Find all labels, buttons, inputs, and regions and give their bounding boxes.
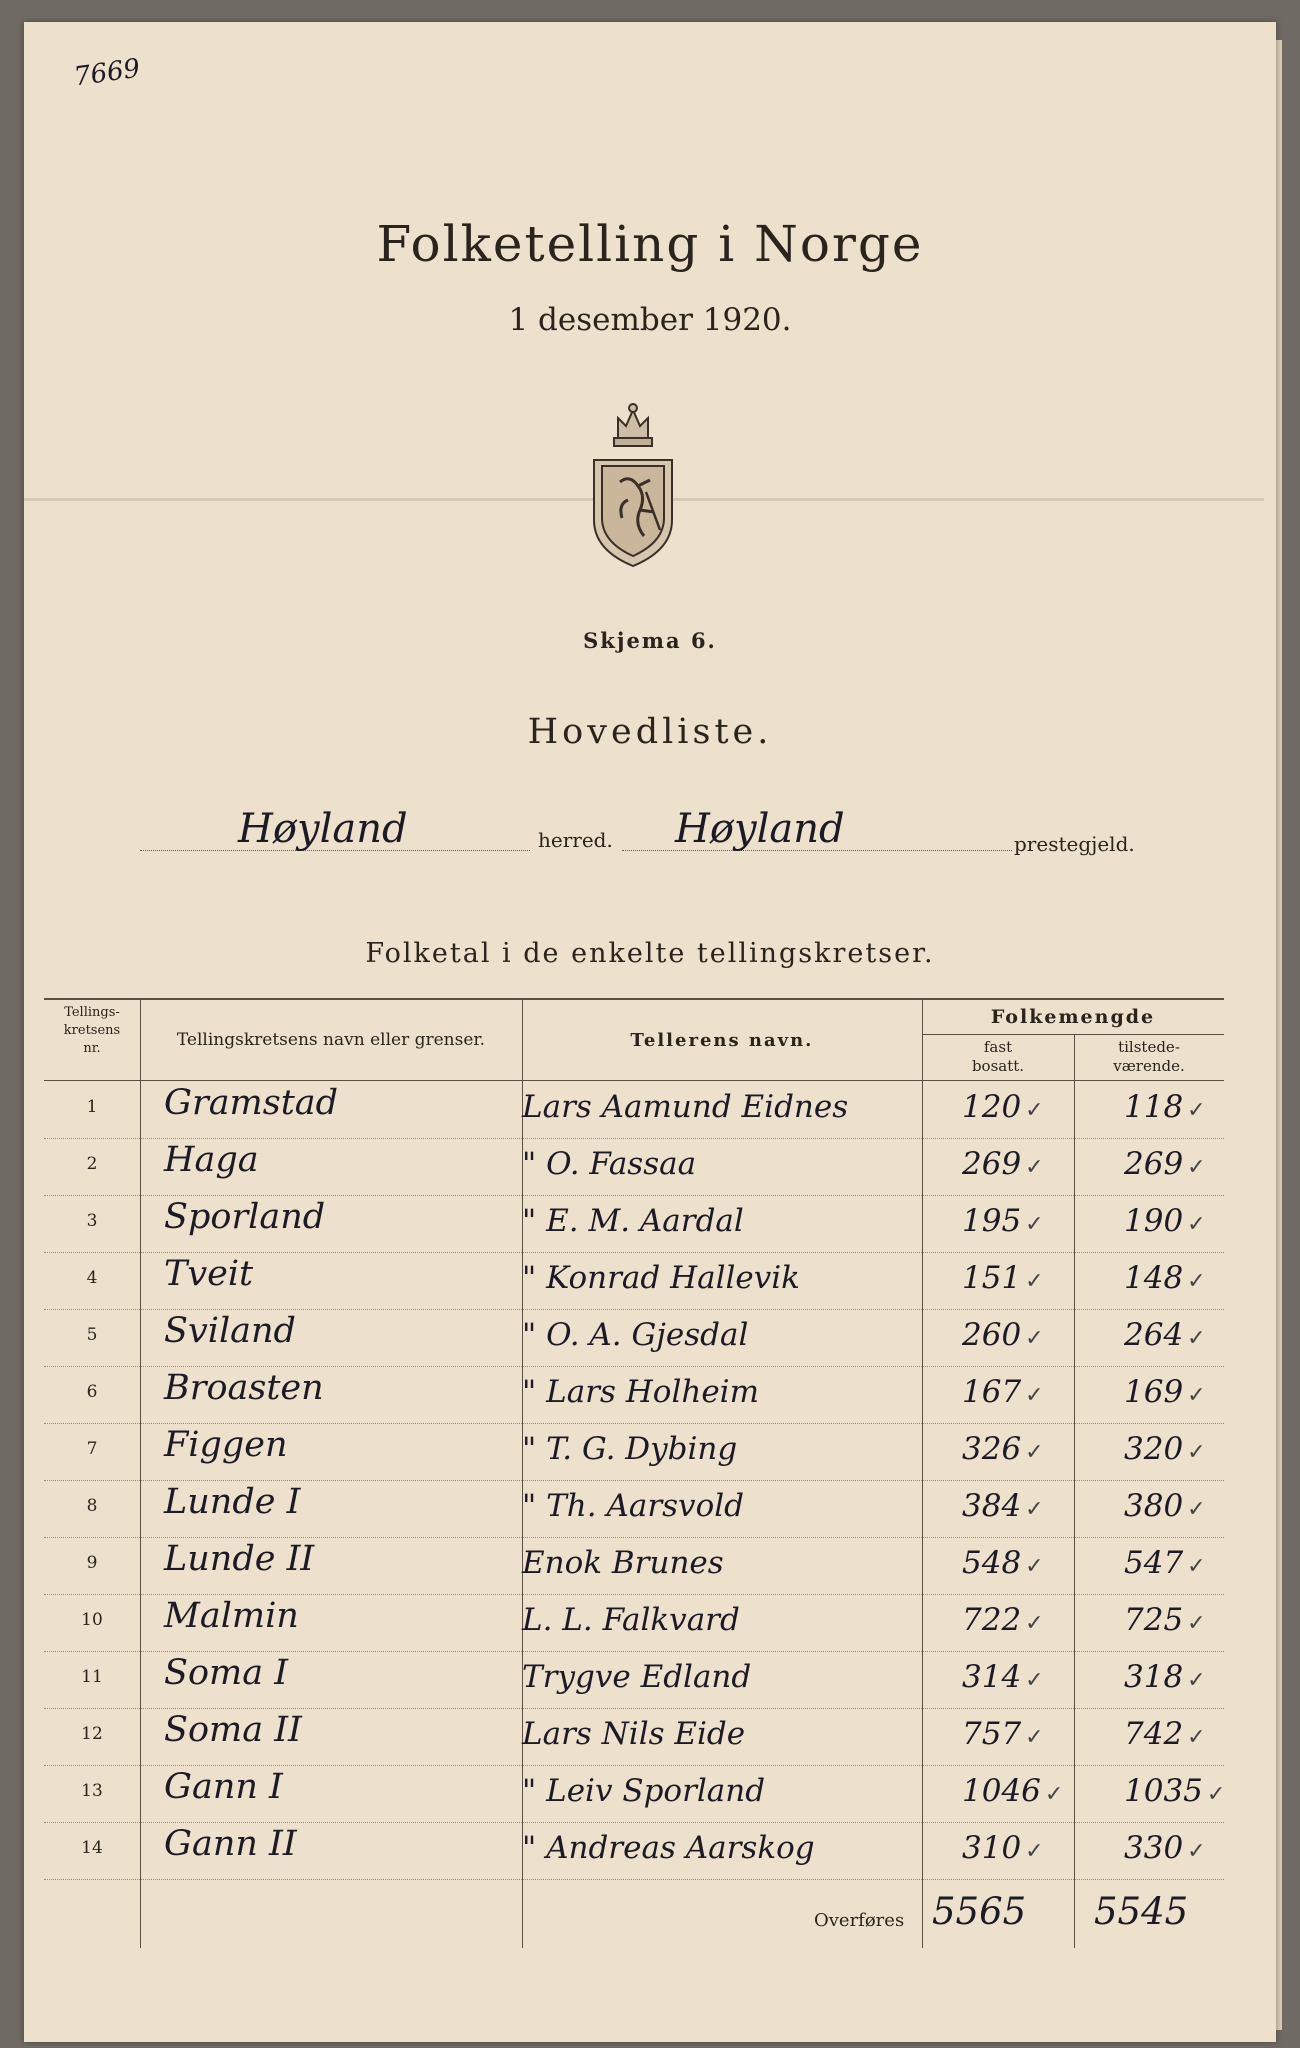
district-name-text: Malmin bbox=[164, 1596, 299, 1636]
row-number-text: 13 bbox=[81, 1781, 103, 1801]
check-mark-icon: ✓ bbox=[1206, 1782, 1226, 1807]
table-row bbox=[44, 1309, 1224, 1367]
header-nr: Tellings- kretsens nr. bbox=[63, 1005, 121, 1056]
count-tilstedevaerende-text: 264 bbox=[1124, 1317, 1184, 1353]
form-number: Skjema 6. bbox=[583, 628, 717, 653]
table-row bbox=[44, 1366, 1224, 1424]
count-fast-bosatt-text: 269 bbox=[962, 1146, 1022, 1182]
district-name bbox=[164, 1083, 338, 1123]
district-name-text: Gann I bbox=[164, 1767, 283, 1807]
header-fast-bosatt: fast bosatt. bbox=[971, 1038, 1025, 1075]
count-tilstedevaerende-text: 380 bbox=[1124, 1488, 1184, 1524]
district-name bbox=[164, 1140, 259, 1180]
header-folkemengde: Folkemengde bbox=[990, 1006, 1156, 1028]
check-mark-icon: ✓ bbox=[1025, 1098, 1044, 1123]
count-fast-bosatt bbox=[962, 1431, 1044, 1467]
district-name bbox=[164, 1596, 299, 1636]
row-number bbox=[44, 1667, 140, 1687]
count-tilstedevaerende-text: 169 bbox=[1124, 1374, 1184, 1410]
count-tilstedevaerende-text: 148 bbox=[1124, 1260, 1184, 1296]
count-tilstedevaerende bbox=[1124, 1716, 1206, 1752]
table-row bbox=[44, 1708, 1224, 1766]
enumerator-name-text: " Leiv Sporland bbox=[522, 1773, 766, 1809]
count-fast-bosatt-text: 310 bbox=[962, 1830, 1022, 1866]
enumerator-name-text: " T. G. Dybing bbox=[522, 1431, 738, 1467]
count-tilstedevaerende bbox=[1124, 1773, 1225, 1809]
enumerator-name bbox=[522, 1203, 744, 1239]
district-name-text: Broasten bbox=[164, 1368, 324, 1408]
enumerator-name-text: " O. A. Gjesdal bbox=[522, 1317, 749, 1353]
count-fast-bosatt-text: 167 bbox=[962, 1374, 1022, 1410]
enumerator-name-text: L. L. Falkvard bbox=[522, 1602, 740, 1638]
row-number-text: 4 bbox=[86, 1268, 98, 1288]
count-fast-bosatt-text: 1046 bbox=[962, 1773, 1041, 1809]
count-tilstedevaerende bbox=[1124, 1089, 1206, 1125]
table-row bbox=[44, 1822, 1224, 1880]
check-mark-icon: ✓ bbox=[1187, 1554, 1206, 1579]
count-fast-bosatt bbox=[962, 1317, 1044, 1353]
row-number-text: 1 bbox=[86, 1097, 98, 1117]
row-number-text: 6 bbox=[86, 1382, 98, 1402]
enumerator-name bbox=[522, 1488, 744, 1524]
count-tilstedevaerende bbox=[1124, 1146, 1206, 1182]
enumerator-name-text: " E. M. Aardal bbox=[522, 1203, 744, 1239]
row-number bbox=[44, 1325, 140, 1345]
count-tilstedevaerende bbox=[1124, 1431, 1206, 1467]
table-row bbox=[44, 1195, 1224, 1253]
row-number bbox=[44, 1781, 140, 1801]
header-tilstedevaerende: tilstede- værende. bbox=[1113, 1038, 1185, 1075]
table-row bbox=[44, 1765, 1224, 1823]
herred-label: herred. bbox=[538, 828, 613, 852]
check-mark-icon: ✓ bbox=[1187, 1269, 1206, 1294]
count-tilstedevaerende-text: 330 bbox=[1124, 1830, 1184, 1866]
table-row bbox=[44, 1537, 1224, 1595]
enumerator-name bbox=[522, 1545, 724, 1581]
district-name-text: Haga bbox=[164, 1140, 259, 1180]
enumerator-name-text: " Konrad Hallevik bbox=[522, 1260, 800, 1296]
count-tilstedevaerende-text: 269 bbox=[1124, 1146, 1184, 1182]
totals-label: Overføres bbox=[814, 1910, 905, 1931]
total-tilstedevaerende: 5545 bbox=[1094, 1890, 1189, 1933]
count-fast-bosatt bbox=[962, 1545, 1044, 1581]
row-number bbox=[44, 1610, 140, 1630]
row-number bbox=[44, 1268, 140, 1288]
check-mark-icon: ✓ bbox=[1187, 1497, 1206, 1522]
check-mark-icon: ✓ bbox=[1187, 1212, 1206, 1237]
enumerator-name bbox=[522, 1773, 765, 1809]
district-name bbox=[164, 1254, 253, 1294]
header-name: Tellingskretsens navn eller grenser. bbox=[176, 1030, 486, 1050]
count-tilstedevaerende bbox=[1124, 1374, 1206, 1410]
enumerator-name bbox=[522, 1602, 740, 1638]
count-fast-bosatt bbox=[962, 1203, 1044, 1239]
count-fast-bosatt bbox=[962, 1602, 1044, 1638]
row-number-text: 7 bbox=[86, 1439, 98, 1459]
table-row bbox=[44, 1594, 1224, 1652]
count-fast-bosatt bbox=[962, 1488, 1044, 1524]
check-mark-icon: ✓ bbox=[1187, 1839, 1206, 1864]
table-row bbox=[44, 1138, 1224, 1196]
district-name-text: Lunde I bbox=[164, 1482, 301, 1522]
enumerator-name bbox=[522, 1317, 748, 1353]
row-number bbox=[44, 1154, 140, 1174]
district-name-text: Sviland bbox=[164, 1311, 296, 1351]
district-name-text: Sporland bbox=[164, 1197, 326, 1237]
count-tilstedevaerende bbox=[1124, 1317, 1206, 1353]
count-fast-bosatt-text: 384 bbox=[962, 1488, 1022, 1524]
count-fast-bosatt bbox=[962, 1260, 1044, 1296]
count-tilstedevaerende bbox=[1124, 1545, 1206, 1581]
coat-of-arms-icon bbox=[588, 400, 678, 570]
table-row bbox=[44, 1651, 1224, 1709]
prestegjeld-label: prestegjeld. bbox=[1014, 832, 1135, 856]
count-fast-bosatt-text: 260 bbox=[962, 1317, 1022, 1353]
check-mark-icon: ✓ bbox=[1187, 1326, 1206, 1351]
row-number bbox=[44, 1838, 140, 1858]
check-mark-icon: ✓ bbox=[1025, 1839, 1044, 1864]
enumerator-name-text: " Andreas Aarskog bbox=[522, 1830, 815, 1866]
count-fast-bosatt-text: 195 bbox=[962, 1203, 1022, 1239]
district-name-text: Soma II bbox=[164, 1710, 302, 1750]
row-number-text: 8 bbox=[86, 1496, 98, 1516]
enumerator-name-text: Trygve Edland bbox=[522, 1659, 752, 1695]
row-number-text: 3 bbox=[86, 1211, 98, 1231]
district-name bbox=[164, 1425, 288, 1465]
count-fast-bosatt-text: 548 bbox=[962, 1545, 1022, 1581]
district-name bbox=[164, 1767, 283, 1807]
census-table bbox=[44, 998, 1224, 1958]
count-fast-bosatt bbox=[962, 1773, 1063, 1809]
district-name bbox=[164, 1311, 296, 1351]
row-number bbox=[44, 1553, 140, 1573]
count-tilstedevaerende-text: 742 bbox=[1124, 1716, 1184, 1752]
district-name bbox=[164, 1482, 300, 1522]
check-mark-icon: ✓ bbox=[1025, 1725, 1044, 1750]
check-mark-icon: ✓ bbox=[1187, 1098, 1206, 1123]
check-mark-icon: ✓ bbox=[1025, 1440, 1044, 1465]
count-tilstedevaerende-text: 547 bbox=[1124, 1545, 1184, 1581]
enumerator-name-text: Lars Nils Eide bbox=[522, 1716, 746, 1752]
prestegjeld-value: Høyland bbox=[675, 806, 845, 852]
district-name-text: Soma I bbox=[164, 1653, 289, 1693]
row-number-text: 2 bbox=[86, 1154, 98, 1174]
enumerator-name bbox=[522, 1830, 815, 1866]
count-fast-bosatt bbox=[962, 1659, 1044, 1695]
table-heading: Folketal i de enkelte tellingskretser. bbox=[365, 938, 935, 969]
enumerator-name bbox=[522, 1146, 696, 1182]
row-number-text: 10 bbox=[81, 1610, 103, 1630]
district-name bbox=[164, 1197, 325, 1237]
count-fast-bosatt-text: 314 bbox=[962, 1659, 1022, 1695]
enumerator-name bbox=[522, 1374, 759, 1410]
row-number bbox=[44, 1097, 140, 1117]
check-mark-icon: ✓ bbox=[1025, 1611, 1044, 1636]
check-mark-icon: ✓ bbox=[1025, 1383, 1044, 1408]
check-mark-icon: ✓ bbox=[1187, 1383, 1206, 1408]
enumerator-name-text: " Lars Holheim bbox=[522, 1374, 759, 1410]
enumerator-name bbox=[522, 1260, 800, 1296]
district-name-text: Gramstad bbox=[164, 1083, 339, 1123]
check-mark-icon: ✓ bbox=[1187, 1155, 1206, 1180]
check-mark-icon: ✓ bbox=[1025, 1269, 1044, 1294]
count-fast-bosatt-text: 757 bbox=[962, 1716, 1022, 1752]
district-name bbox=[164, 1653, 288, 1693]
enumerator-name bbox=[522, 1659, 751, 1695]
row-number-text: 9 bbox=[86, 1553, 98, 1573]
table-row bbox=[44, 1252, 1224, 1310]
enumerator-name-text: Enok Brunes bbox=[522, 1545, 724, 1581]
count-fast-bosatt-text: 326 bbox=[962, 1431, 1022, 1467]
count-fast-bosatt bbox=[962, 1716, 1044, 1752]
document-date: 1 desember 1920. bbox=[508, 302, 792, 338]
row-number bbox=[44, 1724, 140, 1744]
check-mark-icon: ✓ bbox=[1187, 1440, 1206, 1465]
row-number bbox=[44, 1211, 140, 1231]
district-name-text: Gann II bbox=[164, 1824, 297, 1864]
enumerator-name bbox=[522, 1431, 737, 1467]
district-name-text: Tveit bbox=[164, 1254, 254, 1294]
count-tilstedevaerende bbox=[1124, 1602, 1206, 1638]
district-name bbox=[164, 1710, 302, 1750]
district-name bbox=[164, 1539, 314, 1579]
enumerator-name-text: " Th. Aarsvold bbox=[522, 1488, 744, 1524]
row-number-text: 11 bbox=[81, 1667, 103, 1687]
district-name-text: Lunde II bbox=[164, 1539, 315, 1579]
district-name bbox=[164, 1368, 324, 1408]
document-title: Folketelling i Norge bbox=[376, 215, 924, 273]
check-mark-icon: ✓ bbox=[1187, 1611, 1206, 1636]
check-mark-icon: ✓ bbox=[1187, 1725, 1206, 1750]
check-mark-icon: ✓ bbox=[1025, 1497, 1044, 1522]
row-number-text: 12 bbox=[81, 1724, 103, 1744]
count-fast-bosatt-text: 722 bbox=[962, 1602, 1022, 1638]
count-tilstedevaerende-text: 1035 bbox=[1124, 1773, 1203, 1809]
count-tilstedevaerende bbox=[1124, 1659, 1206, 1695]
main-heading: Hovedliste. bbox=[527, 712, 773, 752]
district-name bbox=[164, 1824, 297, 1864]
check-mark-icon: ✓ bbox=[1025, 1554, 1044, 1579]
count-fast-bosatt-text: 120 bbox=[962, 1089, 1022, 1125]
count-fast-bosatt bbox=[962, 1089, 1044, 1125]
row-number bbox=[44, 1496, 140, 1516]
count-tilstedevaerende-text: 318 bbox=[1124, 1659, 1184, 1695]
count-tilstedevaerende bbox=[1124, 1488, 1206, 1524]
count-fast-bosatt bbox=[962, 1374, 1044, 1410]
table-row bbox=[44, 1081, 1224, 1139]
herred-value: Høyland bbox=[238, 806, 408, 852]
row-number bbox=[44, 1439, 140, 1459]
check-mark-icon: ✓ bbox=[1025, 1155, 1044, 1180]
count-tilstedevaerende-text: 190 bbox=[1124, 1203, 1184, 1239]
enumerator-name bbox=[522, 1716, 745, 1752]
total-fast-bosatt: 5565 bbox=[932, 1890, 1027, 1933]
corner-pencil-note: 7669 bbox=[72, 53, 142, 93]
check-mark-icon: ✓ bbox=[1025, 1212, 1044, 1237]
count-tilstedevaerende-text: 118 bbox=[1124, 1089, 1184, 1125]
count-fast-bosatt bbox=[962, 1830, 1044, 1866]
enumerator-name-text: Lars Aamund Eidnes bbox=[522, 1089, 849, 1125]
row-number bbox=[44, 1382, 140, 1402]
row-number-text: 14 bbox=[81, 1838, 103, 1858]
count-fast-bosatt bbox=[962, 1146, 1044, 1182]
count-tilstedevaerende bbox=[1124, 1203, 1206, 1239]
count-tilstedevaerende bbox=[1124, 1260, 1206, 1296]
check-mark-icon: ✓ bbox=[1187, 1668, 1206, 1693]
check-mark-icon: ✓ bbox=[1025, 1668, 1044, 1693]
folkemengde-rule bbox=[922, 1034, 1224, 1035]
count-fast-bosatt-text: 151 bbox=[962, 1260, 1022, 1296]
count-tilstedevaerende bbox=[1124, 1830, 1206, 1866]
check-mark-icon: ✓ bbox=[1025, 1326, 1044, 1351]
count-tilstedevaerende-text: 725 bbox=[1124, 1602, 1184, 1638]
header-teller: Tellerens navn. bbox=[630, 1030, 814, 1051]
check-mark-icon: ✓ bbox=[1044, 1782, 1064, 1807]
table-row bbox=[44, 1423, 1224, 1481]
row-number-text: 5 bbox=[86, 1325, 98, 1345]
count-tilstedevaerende-text: 320 bbox=[1124, 1431, 1184, 1467]
enumerator-name-text: " O. Fassaa bbox=[522, 1146, 697, 1182]
enumerator-name bbox=[522, 1089, 848, 1125]
district-name-text: Figgen bbox=[164, 1425, 288, 1465]
table-row bbox=[44, 1480, 1224, 1538]
table-top-rule bbox=[44, 998, 1224, 1000]
